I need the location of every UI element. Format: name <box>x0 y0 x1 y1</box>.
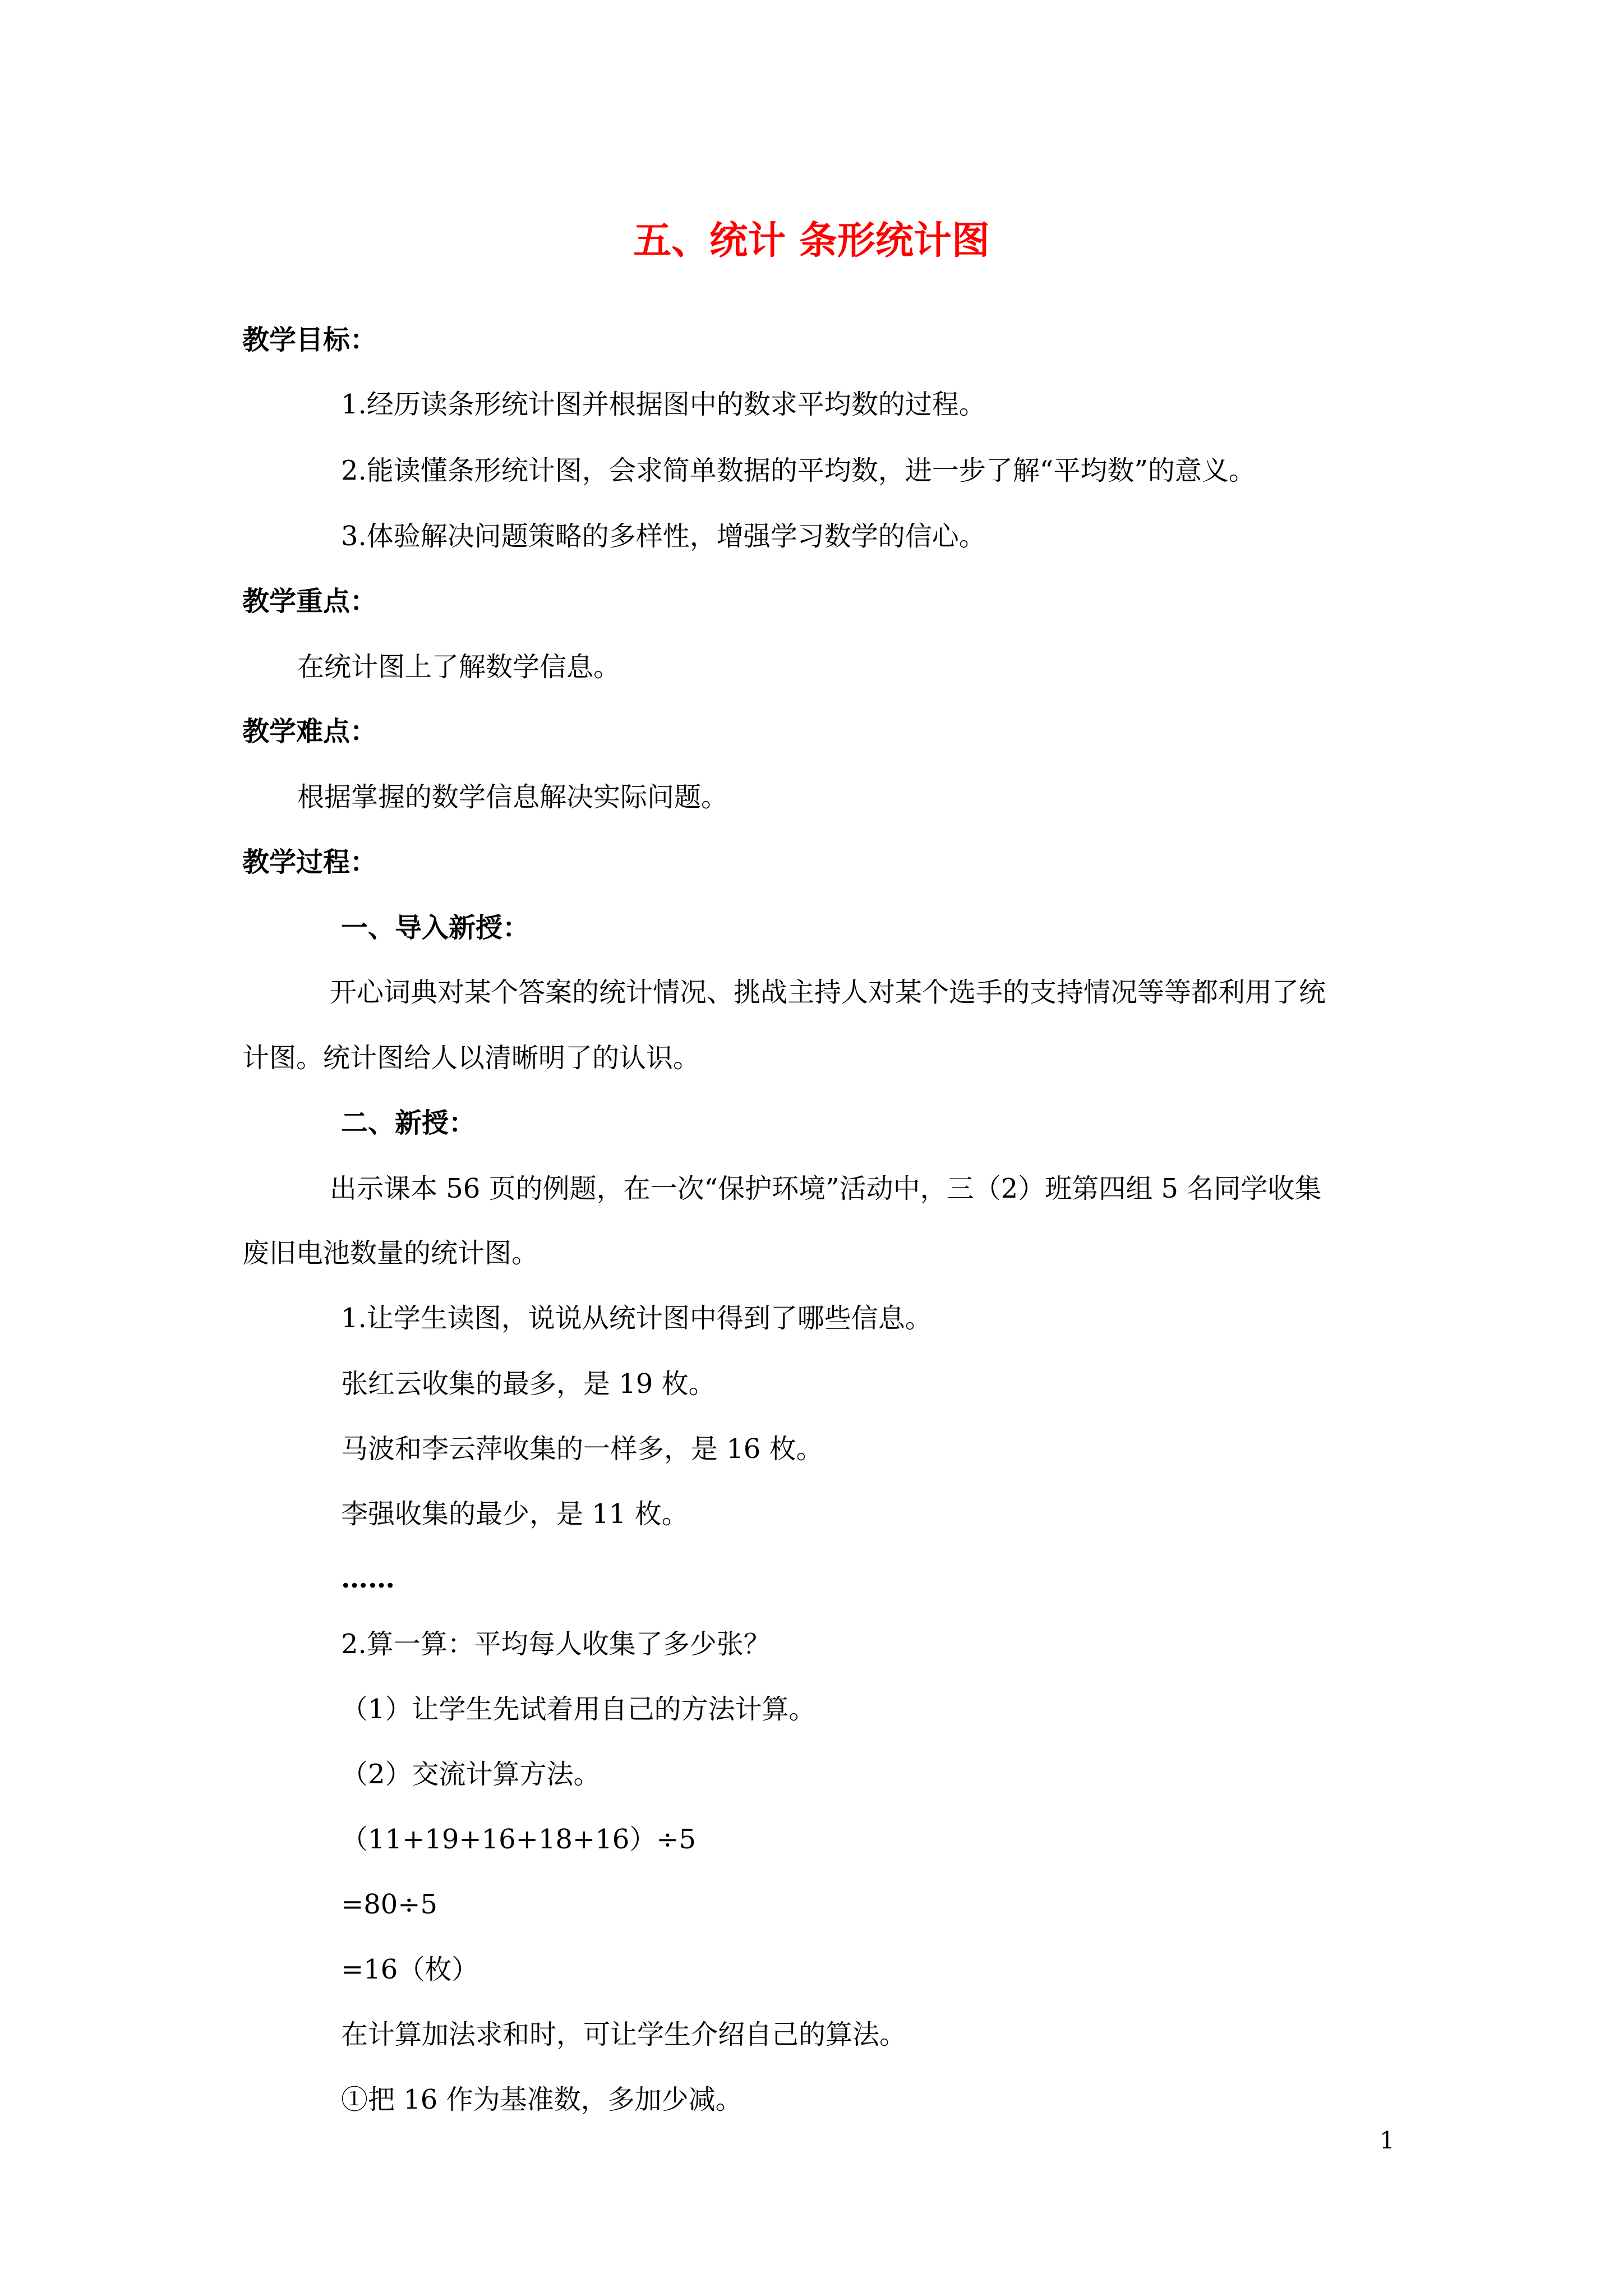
difficulty-text: 根据掌握的数学信息解决实际问题。 <box>297 781 728 813</box>
method-note: 在计算加法求和时，可让学生介绍自己的算法。 <box>341 2019 907 2050</box>
intro-line-1: 开心词典对某个答案的统计情况、挑战主持人对某个选手的支持情况等等都利用了统 <box>330 977 1326 1008</box>
ellipsis: …… <box>341 1563 395 1594</box>
key-points-text: 在统计图上了解数学信息。 <box>297 651 621 683</box>
method-1: ①把 16 作为基准数，多加少减。 <box>341 2084 743 2115</box>
goals-heading: 教学目标： <box>242 324 377 356</box>
sub-step-1: （1）让学生先试着用自己的方法计算。 <box>341 1694 816 1725</box>
goal-item-3: 3.体验解决问题策略的多样性，增强学习数学的信心。 <box>341 521 986 552</box>
process-heading: 教学过程： <box>242 846 377 878</box>
new-lesson-heading: 二、新授： <box>341 1107 476 1139</box>
goal-item-1: 1.经历读条形统计图并根据图中的数求平均数的过程。 <box>341 389 986 420</box>
key-points-heading: 教学重点： <box>242 586 377 617</box>
page-title: 五、统计 条形统计图 <box>633 218 990 263</box>
info-line-1: 张红云收集的最多，是 19 枚。 <box>341 1368 716 1400</box>
step-2: 2.算一算：平均每人收集了多少张？ <box>341 1628 771 1660</box>
new-lesson-line-2: 废旧电池数量的统计图。 <box>242 1237 539 1269</box>
sub-step-2: （2）交流计算方法。 <box>341 1759 601 1790</box>
calc-line-2: =80÷5 <box>341 1889 438 1920</box>
new-lesson-line-1: 出示课本 56 页的例题，在一次“保护环境”活动中，三（2）班第四组 5 名同学收集 <box>330 1173 1322 1204</box>
intro-heading: 一、导入新授： <box>341 912 530 944</box>
difficulty-heading: 教学难点： <box>242 716 377 747</box>
page-number: 1 <box>1380 2127 1395 2154</box>
goal-item-2: 2.能读懂条形统计图，会求简单数据的平均数，进一步了解“平均数”的意义。 <box>341 455 1256 486</box>
info-line-2: 马波和李云萍收集的一样多，是 16 枚。 <box>341 1433 823 1465</box>
step-1: 1.让学生读图，说说从统计图中得到了哪些信息。 <box>341 1303 932 1334</box>
info-line-3: 李强收集的最少，是 11 枚。 <box>341 1498 689 1530</box>
calc-line-1: （11+19+16+18+16）÷5 <box>341 1824 697 1855</box>
calc-line-3: =16（枚） <box>341 1954 479 1985</box>
intro-line-2: 计图。统计图给人以清晰明了的认识。 <box>242 1042 700 1074</box>
